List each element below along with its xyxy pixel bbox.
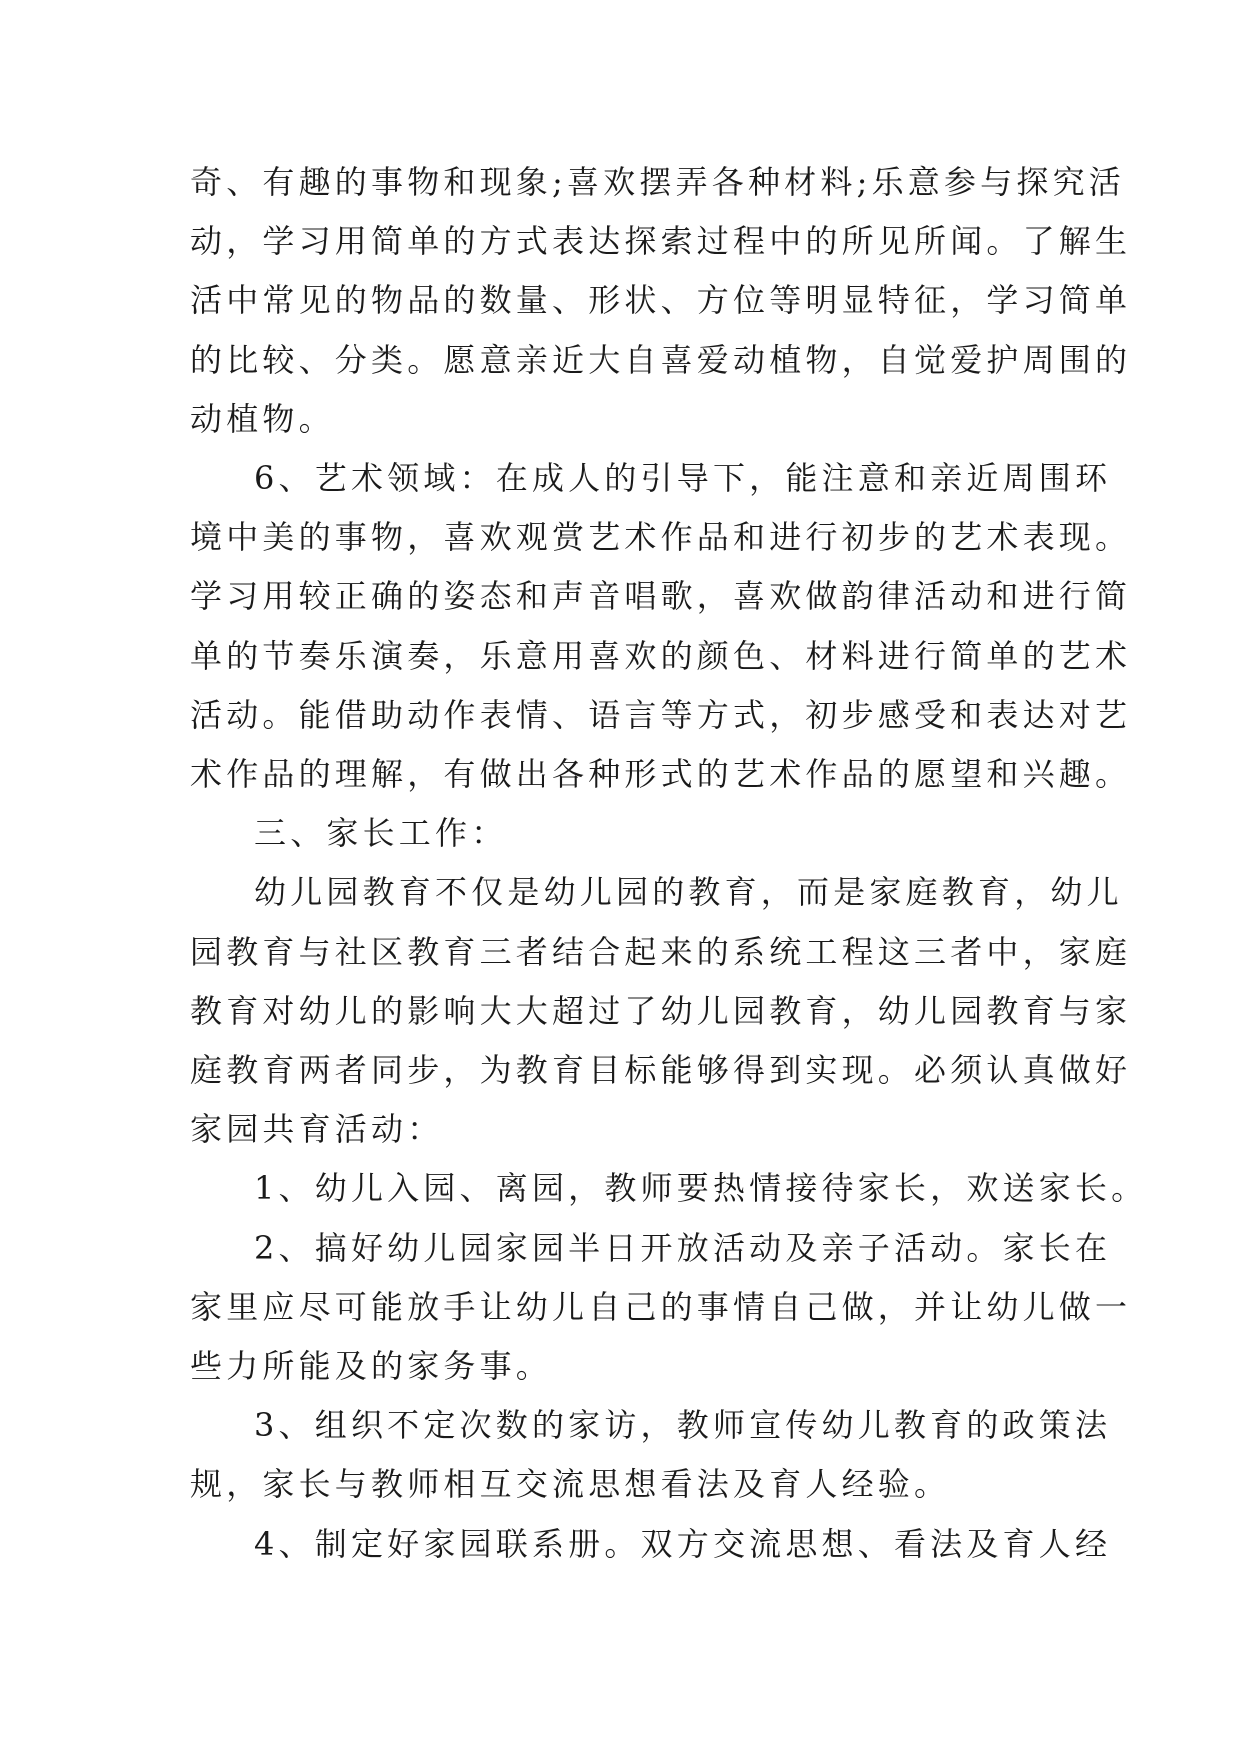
text-line: 学习用较正确的姿态和声音唱歌，喜欢做韵律活动和进行简 bbox=[190, 577, 1132, 615]
text-line: 活中常见的物品的数量、形状、方位等明显特征，学习简单 bbox=[190, 281, 1132, 319]
text-line: 动植物。 bbox=[190, 400, 335, 438]
text-line: 家里应尽可能放手让幼儿自己的事情自己做，并让幼儿做一 bbox=[190, 1288, 1132, 1326]
list-item: 2、搞好幼儿园家园半日开放活动及亲子活动。家长在 bbox=[254, 1229, 1112, 1267]
text-line: 家园共育活动： bbox=[190, 1110, 444, 1148]
text-line: 单的节奏乐演奏，乐意用喜欢的颜色、材料进行简单的艺术 bbox=[190, 637, 1132, 675]
paragraph-first-line: 幼儿园教育不仅是幼儿园的教育，而是家庭教育，幼儿 bbox=[254, 873, 1123, 911]
text-line: 奇、有趣的事物和现象;喜欢摆弄各种材料;乐意参与探究活 bbox=[190, 163, 1125, 201]
section-heading: 三、家长工作： bbox=[254, 814, 508, 852]
list-item: 3、组织不定次数的家访，教师宣传幼儿教育的政策法 bbox=[254, 1406, 1112, 1444]
text-line: 术作品的理解，有做出各种形式的艺术作品的愿望和兴趣。 bbox=[190, 755, 1132, 793]
text-line: 的比较、分类。愿意亲近大自喜爱动植物，自觉爱护周围的 bbox=[190, 341, 1132, 379]
text-line: 庭教育两者同步，为教育目标能够得到实现。必须认真做好 bbox=[190, 1051, 1132, 1089]
text-line: 活动。能借助动作表情、语言等方式，初步感受和表达对艺 bbox=[190, 696, 1132, 734]
list-item: 1、幼儿入园、离园，教师要热情接待家长，欢送家长。 bbox=[254, 1169, 1148, 1207]
text-line: 些力所能及的家务事。 bbox=[190, 1347, 553, 1385]
text-line: 教育对幼儿的影响大大超过了幼儿园教育，幼儿园教育与家 bbox=[190, 992, 1132, 1030]
list-item: 4、制定好家园联系册。双方交流思想、看法及育人经 bbox=[254, 1525, 1112, 1563]
text-line: 规，家长与教师相互交流思想看法及育人经验。 bbox=[190, 1465, 951, 1503]
paragraph-first-line: 6、艺术领域：在成人的引导下，能注意和亲近周围环 bbox=[254, 459, 1112, 497]
text-line: 园教育与社区教育三者结合起来的系统工程这三者中，家庭 bbox=[190, 933, 1132, 971]
text-line: 动，学习用简单的方式表达探索过程中的所见所闻。了解生 bbox=[190, 222, 1132, 260]
text-line: 境中美的事物，喜欢观赏艺术作品和进行初步的艺术表现。 bbox=[190, 518, 1132, 556]
